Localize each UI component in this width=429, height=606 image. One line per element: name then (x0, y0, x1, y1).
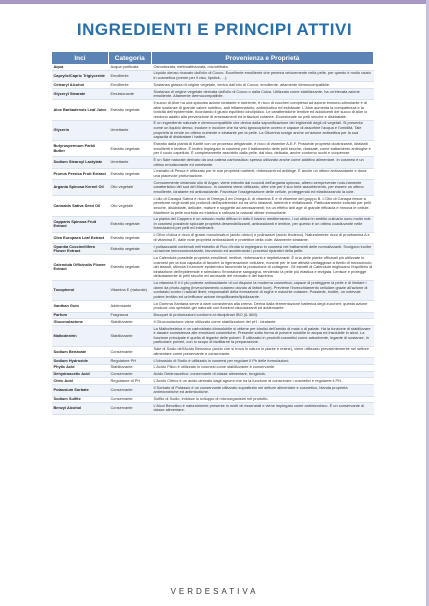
ingredient-name: Aqua (53, 64, 64, 69)
ingredient-category: Stabilizzante (110, 332, 133, 338)
ingredient-name: Maltodextrin (53, 332, 77, 338)
table-row (52, 365, 374, 372)
table-row (52, 397, 374, 404)
ingredient-category: Estratto vegetale (110, 170, 140, 176)
ingredient-category: Estratto vegetale (110, 145, 140, 151)
table-row (52, 100, 374, 121)
table-row (52, 196, 374, 217)
ingredient-name: Sodium Hydroxide (53, 358, 88, 363)
ingredient-category: Stabilizzante (110, 319, 133, 324)
ingredient-name: Citric Acid (53, 378, 73, 383)
ingredient-description: La Calendula possiede proprietà emollienti, lenitive, rinfrescanti e riepitelizzanti. È una delle piante officinali più utilizzate in cosmesi per la sua capacità di favorire la rigenerazione cellulare, nonché per le sue attività vantaggiose a livello di microcircolo dei tessuti, stimola il turnover epidermico favorendo la produzione di collagene. Gli estratti di Calendula migliorano l'equilibrio di idratazione dell'epidermide e stimolano l'irrorazione sanguigna, rendendo la pelle più elastica e levigata. Lenisce e protegge delicatamente le pelli secche ed arrossate del neonato e del bambino. (153, 255, 373, 279)
ingredient-name: Sodium Stearoyl Lactylate (53, 159, 103, 165)
ingredient-category: Estratto vegetale (110, 234, 140, 240)
ingredient-name: Tocopherol (53, 287, 75, 293)
ingredient-category: Estratto vegetale (110, 264, 140, 270)
ingredient-category: Conservante (110, 348, 133, 354)
ingredient-category: Conservante (110, 405, 133, 411)
table-row (52, 372, 374, 379)
ingredient-category: Conservante (110, 396, 133, 402)
ingredient-description: Osmotizzata, elettroattivizzata, microfiltrata. (153, 64, 229, 69)
table-row (52, 385, 374, 396)
ingredients-table (52, 52, 374, 415)
ingredient-description: L'estratto di Pesca è utilizzato per le sue proprietà nutrienti, rinfrescanti ed antifage. È anche un ottimo antiossidante e dona una piacevole profumazione. (153, 168, 367, 178)
ingredient-category: Umettante (110, 127, 129, 133)
table-row (52, 319, 374, 326)
ingredient-name: Cetearyl Alcohol (53, 82, 85, 87)
table-row (52, 64, 374, 71)
ingredient-name: Glycerin (53, 127, 70, 133)
ingredient-name: Phytic Acid (53, 364, 75, 370)
ingredient-description: Liquido oleoso ricavato dall'olio di Cocco. Eccellente emolliente che penetra velocemente nella pelle, per questo è molto usato in cosmetica (creme per il viso, lipstick, ...). (153, 70, 371, 80)
ingredient-description: L'olio di Canapa Sativa è ricco di Omega-3 ed Omega-6, di vitamina E e di vitamine del gruppo B. L'Olio di Canapa riesce a penetrare negli strati più profondi dell'epidermide ed ha virtù idratanti, nutrienti e rivitalizzanti. Particolarmente indicato per pelli secche, disidratate, delicate, mature e soggette ad arrossamenti; ha un effetto anti age di grande efficacia e rinnova le cellule. Mantiene la pelle morbida ed elastica e rafforza le naturali difese immunitarie. (153, 196, 371, 215)
table-row (52, 403, 374, 414)
column-header-category: Categoria (109, 52, 151, 64)
ingredient-description: I polisaccaridi contenuti nell'estratto di Fico d'India si impiegano in cosmesi nei trattamenti delle normalizzanti. Svolgono inoltre un'azione immunomodulante, favorendo ed accelerando i processi riparativi della pelle. (153, 244, 372, 254)
table-row (52, 217, 374, 233)
ingredient-description: La pianta del Cappero è un arbusto molto diffuso in tutto il bacino mediterraneo, i cui utilizzi in ambito culinario sono molto noti. In cosmesi possiede spiccate proprietà desensibilizzanti, antiossidanti e lenitive, per questo è un ottimo coadiuvante nelle formulazioni per pelli ed intolleranti. (153, 216, 372, 231)
ingredient-description: L'Olivo d'oliva è ricco di grassi monoinsaturi (acido oleico) e polinsaturi (acido linoleico). Naturalmente ricco di provitamina A e di vitamina E, dalle note proprietà antiossidanti e protettive della cute. Altamente idratante. (153, 232, 370, 242)
ingredient-description: Sostanza di origine vegetale derivata dall'olio di Cocco o dalla Colza. Utilizzato come stabilizzante, ha un'elevata azione emolliente. Altamente dermocompatibile. (153, 88, 360, 99)
ingredient-description: Il succo di Aloe ha una spiccata azione idratante e nutriente, è ricco di zuccheri complessi ad azione immuno-stimolante e di altre sostanze di grande valore nutritivo, anti infiammatorio, antimicotico ed esfoliante. L'Aloe aumenta la compattezza e la tonicità dell'epidermide, ricordando il giusto equilibrio idrolipidico. Le caratteristiche lenitive ed addolcenti del succo di aloe lo rendono adatto alla prevenzione di arrossamenti ed irritazioni cutanee. Eccezionale su pelli secche e disidratate. (153, 100, 368, 119)
top-accent-bar (0, 0, 429, 4)
ingredient-name: Prunus Persica Fruit Extract (53, 170, 106, 176)
ingredient-category: Vitamina E (naturale) (110, 287, 147, 293)
ingredient-name: Caprylic/Capric Triglyceride (53, 72, 105, 78)
column-header-inci: Inci (52, 52, 108, 64)
ingredient-description: L'Acido Fitico è utilizzato in cosmesi come stabilizzante e conservante. (153, 364, 276, 370)
ingredient-name: Olea Europaea Leaf Extract (53, 234, 105, 240)
table-row (52, 121, 374, 142)
table-header (52, 52, 374, 64)
table-row (52, 347, 374, 358)
ingredient-description: La vitamina E è il più potente antiossidante di cui dispone la moderna cosmetica; capace di proteggere la pelle e di limitare i danni da photo-aging (invecchiamento cutaneo dovuto ai fattori luce). Previene l'invecchiamento cellulare grazie all'azione di contrasto contro i radicali liberi; responsabili della formazione di rughe e macchie cutanee. Possiede, inoltre, un notevole potere lenitivo ed un'efficace azione riequilibrante/lipidizzante. (153, 280, 368, 299)
ingredient-name: Capparis Spinosa Fruit Extract (53, 218, 97, 229)
ingredient-name: Sodium Benzoate (53, 348, 87, 354)
ingredient-description: Sostanza grassa di origine vegetale, deriva dall'olio di Cocco; emolliente, altamente dermocompatibile. (153, 82, 331, 87)
column-header-properties: Provenienza e Proprietà (152, 52, 373, 64)
table-row (52, 281, 374, 302)
table-body (52, 64, 374, 415)
ingredient-description: Estratto dalla pianta di Karitè con un processo artigianale, è ricco di vitamine A-E-F. Possiede proprietà cicatrizzanti, idratanti emollienti e lenitive. È inoltre impiegato in cosmesi per il trattamento delle pelli secche, rilassate, come trattamento antirughe e per il cuoio capelluto. È completamente assorbito dalla pelle, dal viso, delicata, anche contorno occhi e cuoperose. (153, 141, 371, 156)
ingredient-category: Addensante (110, 303, 132, 309)
ingredient-name: Opuntia Coccinellifera Flower Extract (53, 244, 95, 254)
ingredient-name: Sodium Sulfite (53, 396, 81, 402)
ingredient-category: Umettante (110, 159, 129, 165)
ingredient-category: Stabilizzante (110, 364, 133, 370)
ingredient-name: Glyceryl Stearate (53, 90, 86, 96)
table-row (52, 313, 374, 320)
table-row (52, 358, 374, 365)
table-row (52, 378, 374, 385)
ingredient-name: Butyrospermum Parkii Butter (53, 143, 96, 153)
ingredient-name: Potassium Sorbate (53, 387, 89, 393)
table-row (52, 157, 374, 168)
ingredient-category: Regolatore di PH (110, 378, 141, 383)
ingredient-category: Olio vegetale (110, 202, 134, 208)
ingredient-name: Cannabis Sativa Seed Oil (53, 202, 101, 208)
ingredient-name: Gluconolactone (53, 319, 83, 324)
table-row (52, 141, 374, 157)
table-row (52, 82, 374, 89)
table-row (52, 255, 374, 280)
ingredient-category: Estratto vegetale (110, 245, 140, 251)
ingredient-description: L'Idrossido di Sodio è utilizzato in cosmesi per regolare il Ph delle formulazioni. (153, 358, 290, 363)
table-row (52, 180, 374, 196)
ingredient-description: È un Sale naturale derivato da una catena carbossilica; spesso utilizzato anche come additivo alimentare. In cosmesi è un ottimo emulsionante ed umettante. (153, 157, 364, 167)
ingredient-description: Sale di Sodio dell'Acido Benzoico (acido che si trova in natura in piante e resine), viene utilizzato prevalentemente nel settore alimentare come preservante e conservante. (153, 346, 370, 356)
table-row (52, 301, 374, 312)
ingredient-name: Aloe Barbadensis Leaf Juice (53, 106, 107, 112)
table-row (52, 326, 374, 347)
ingredient-description: Comunemente chiamato olio di Argan, viene estratto dai noccioli dell'argania spinosa, albero sempreverde noto-riamente caratteristico del sud del Marocco. In cosmesi viene utilizzato, oltre che per il suo forte assorbimento, per essere un ottimo emolliente, idratante ed antiossidante. Favorisce l'ossigenazione delle cellule, proteggendo ed elasticizzando la cute. (153, 180, 364, 194)
ingredient-description: Bouquet di profumazioni conformi ai disciplinari IBO (& IAM). (153, 312, 258, 318)
page-title: INGREDIENTI E PRINCIPI ATTIVI (76, 20, 353, 39)
ingredient-description: L'Alcol Benzilico è naturalmente presente in molti oli essenziali e viene impiegato come antimicrobico. È un conservante di classe alimentare. (153, 403, 365, 413)
ingredient-name: Calendula Officinalis Flower Extract (53, 261, 106, 272)
ingredient-description: È un ingrediente naturale e dermocompatibile che deriva dalla saponificazione dei trigliceridi degli oli vegetali. Si presenta come un liquido denso, inodore e incolore che ha virtù igroscopiche ovvero è capace di assorbire l'acqua e l'umidità. Tale proprietà la rende un ottimo nutriente e idratante per la pelle. La Glicerina svolge anche un'azione antisettica per la sua capacità di disidratare i batteri. (153, 120, 363, 140)
ingredient-category: Regolatore PH (110, 358, 137, 363)
ingredient-description: L'Acido Citrico è un acido derivato dagli agrumi che ha la funzione di conservare i cosmetici e regolarne il PH. (153, 378, 342, 383)
table-row (52, 244, 374, 255)
ingredient-name: Argania Spinosa Kernel Oil (53, 184, 104, 190)
ingredient-category: Conservante (110, 371, 133, 377)
ingredient-name: Dehydroacetic Acid (53, 371, 90, 377)
ingredient-description: Acido Deidroacetico: conservante di classe alimentare, fungicida. (153, 371, 266, 377)
ingredient-category: Estratto vegetale (110, 220, 140, 226)
ingredient-category: Emolliente (110, 72, 129, 78)
ingredient-category: Olio vegetale (110, 184, 134, 190)
ingredient-category: Conservante (110, 387, 133, 393)
ingredient-name: Parfum (53, 312, 67, 318)
ingredient-category: Estratto vegetale (110, 106, 140, 112)
table-row (52, 169, 374, 180)
ingredient-description: La Gomma Xantana serve a dare consistenza alla crema. Deriva dalla fermentazione batterica degli zuccheri; questa azione produce uno speciale gel naturale con funzioni viscosizzanti ed addensante. (153, 301, 368, 311)
ingredient-description: Il Gluconolactone viene utilizzato come stabilizzatore del pH - idratante. (153, 319, 277, 324)
ingredient-category: Emulsionante (110, 90, 135, 96)
ingredient-name: Xanthan Gum (53, 303, 79, 309)
table-row (52, 71, 374, 82)
ingredient-category: Acqua purificata (110, 64, 139, 69)
ingredient-description: La Maltodestrina è un carboidrato idrosolubile si ottiene per idrolisi dell'amido di mais o di patate. Ha la funzione di stabilizzare e dasare consistenza alle emulsioni cosmetiche. Presente sotto forma di polvere solubile in acqua ed insolubile in alcol. La funzione principale è quella di legante delle polveri. È utilizzato in prodotti cosmetici come adsorbente, legante di sostanze, in particolare polveri, con lo scopo di facilitarne la preparazione. (153, 326, 371, 345)
ingredient-description: Solfito di Sodio, imbisce lo sviluppo di microorganismi nel prodotto. (153, 396, 269, 402)
ingredient-category: Emolliente (110, 82, 129, 87)
brand-logo-text: VERDESATIVA (170, 587, 259, 596)
ingredient-category: Fragranza (110, 312, 129, 318)
table-row (52, 89, 374, 100)
table-row (52, 233, 374, 244)
ingredient-description: Il Sorbato di Potassio è un conservante utilizzato soprattutto nel settore alimentare e cosmetico, blanda proprietà antimicrobiche ed antimicotiche. (153, 385, 348, 395)
ingredient-name: Benzyl Alcohol (53, 405, 82, 411)
